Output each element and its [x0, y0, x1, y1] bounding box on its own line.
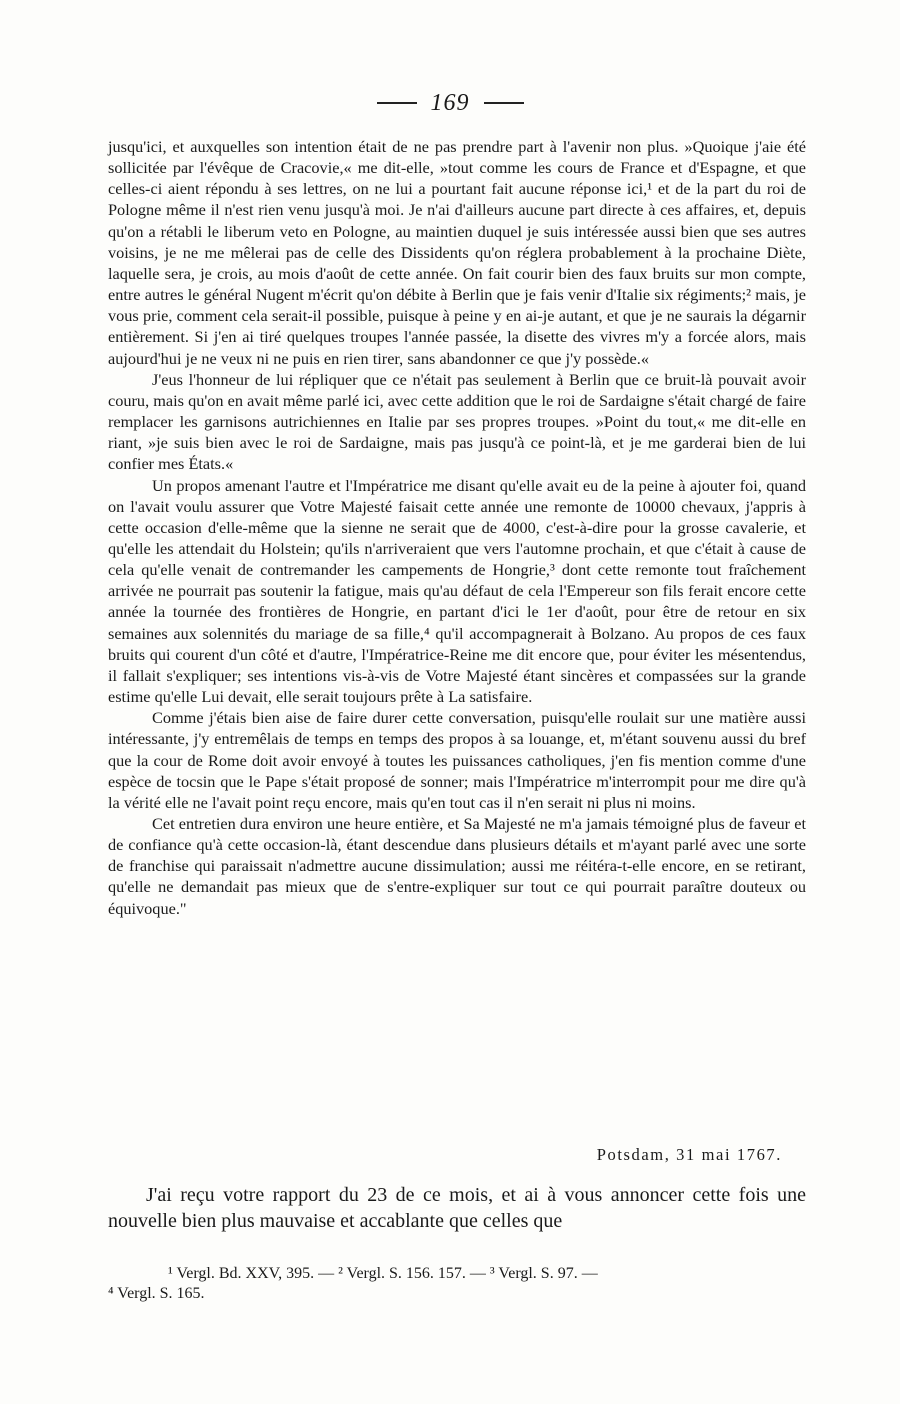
footnote-line: ¹ Vergl. Bd. XXV, 395. — ² Vergl. S. 156. 157. — ³ Vergl. S. 97. — [168, 1265, 598, 1282]
page-number: 169 [430, 89, 470, 116]
header-rule-right [484, 102, 524, 104]
header-rule-left [377, 102, 417, 104]
page-header [0, 88, 900, 118]
dateline: Potsdam, 31 mai 1767. [596, 1145, 782, 1164]
paragraph-continued: jusqu'ici, et auxquelles son intention était de ne pas prendre part à l'avenir non plus. »Quoique j'aie été sollicitée par l'évêque de Cracovie,« me dit-elle, »tout comme les cours de France et d'Espagne, et que celles-ci aient répondu à ses lettres, on ne lui a pourtant fait aucune réponse ici,¹ et de la part du roi de Pologne même il n'est rien venu jusqu'à moi. Je n'ai d'ailleurs aucune part directe à ces affaires, et, depuis qu'on a rétabli le liberum veto en Pologne, au maintien duquel je suis intéressée aussi bien que ses autres voisins, je ne me mêlerai pas de celle des Dissidents qu'on réglera probablement à la prochaine Diète, laquelle sera, je crois, au mois d'août de cette année. On fait courir bien des faux bruits sur mon compte, entre autres le général Nugent m'écrit qu'on débite à Berlin que je fais venir d'Italie six régiments;² mais, je vous prie, comment cela serait-il possible, puisque à peine y en ai-je autant, et que je ne saurais la dégarnir entièrement. Si j'en ai tiré quelques troupes l'année passée, la disette des vivres m'y a forcée alors, mais aujourd'hui je ne veux ni ne puis en rien tirer, sans abandonner ce que j'y possède.« [108, 137, 806, 368]
paragraph: Comme j'étais bien aise de faire durer cette conversation, puisqu'elle roulait sur une matière aussi intéressante, j'y entremêlais de temps en temps des propos à sa louange, et, m'étant souvenu aussi du bref que la cour de Rome doit avoir envoyé à toutes les puissances catholiques, j'en fis mention comme d'une espèce de tocsin que le Pape s'était proposé de sonner; mais l'Impératrice m'interrompit pour me dire qu'à la vérité elle ne l'avait point reçu encore, mais qu'en tout cas il n'en serait ni plus ni moins. [108, 708, 806, 812]
main-text [108, 136, 806, 919]
paragraph: Cet entretien dura environ une heure entière, et Sa Majesté ne m'a jamais témoigné plus de faveur et de confiance qu'à cette occasion-là, étant descendue dans plusieurs détails et m'ayant parlé avec une sorte de franchise qui paraissait n'admettre aucune dissimulation; aussi me réitéra-t-elle encore, en se retirant, qu'elle ne demandait pas mieux que de s'entre-expliquer sur tout ce qui pourrait paraître douteux ou équivoque." [108, 814, 806, 918]
letter-opening [108, 1182, 806, 1234]
letter-paragraph: J'ai reçu votre rapport du 23 de ce mois, et ai à vous annoncer cette fois une nouvelle bien plus mauvaise et accablante que celles que [108, 1184, 806, 1232]
paragraph: J'eus l'honneur de lui répliquer que ce n'était pas seulement à Berlin que ce bruit-là pouvait avoir couru, mais qu'on en avait même parlé ici, avec cette addition que le roi de Sardaigne s'était chargé de faire remplacer les garnisons autrichiennes en Italie par ses propres troupes. »Point du tout,« me dit-elle en riant, »je suis bien avec le roi de Sardaigne, mais pas jusqu'à ce point-là, et je me garderai bien de lui confier mes États.« [108, 369, 806, 474]
footnotes [108, 1264, 806, 1304]
paragraph: Un propos amenant l'autre et l'Impératrice me disant qu'elle avait eu de la peine à ajouter foi, quand on l'avait voulu assurer que Votre Majesté faisait cette année une remonte de 10000 chevaux, j'appris à cette occasion d'elle-même que la sienne ne serait que de 4000, c'est-à-dire pour la grosse cavalerie, et qu'elle les attendait du Holstein; qu'ils n'arriveraient que vers l'automne prochain, et que c'était à cause de cela qu'elle venait de contremander les campements de Hongrie,³ dont cette remonte tout fraîchement arrivée ne pourrait pas soutenir la fatigue, mais qu'au défaut de cela l'Empereur son fils ferait encore cette année la tournée des frontières de Hongrie, en partant d'ici le 1er d'août, pour être de retour en six semaines aux solennités du mariage de sa fille,⁴ qu'il accompagnerait à Bolzano. Au propos de ces faux bruits qui courent d'un côté et d'autre, l'Impératrice-Reine me dit encore que, pour éviter les mésentendus, il fallait s'expliquer; ses intentions vis-à-vis de Votre Majesté étant sincères et compassées sur la grande estime qu'elle Lui devait, elle serait toujours prête à La satisfaire. [108, 475, 806, 707]
footnote-line: ⁴ Vergl. S. 165. [108, 1285, 205, 1302]
